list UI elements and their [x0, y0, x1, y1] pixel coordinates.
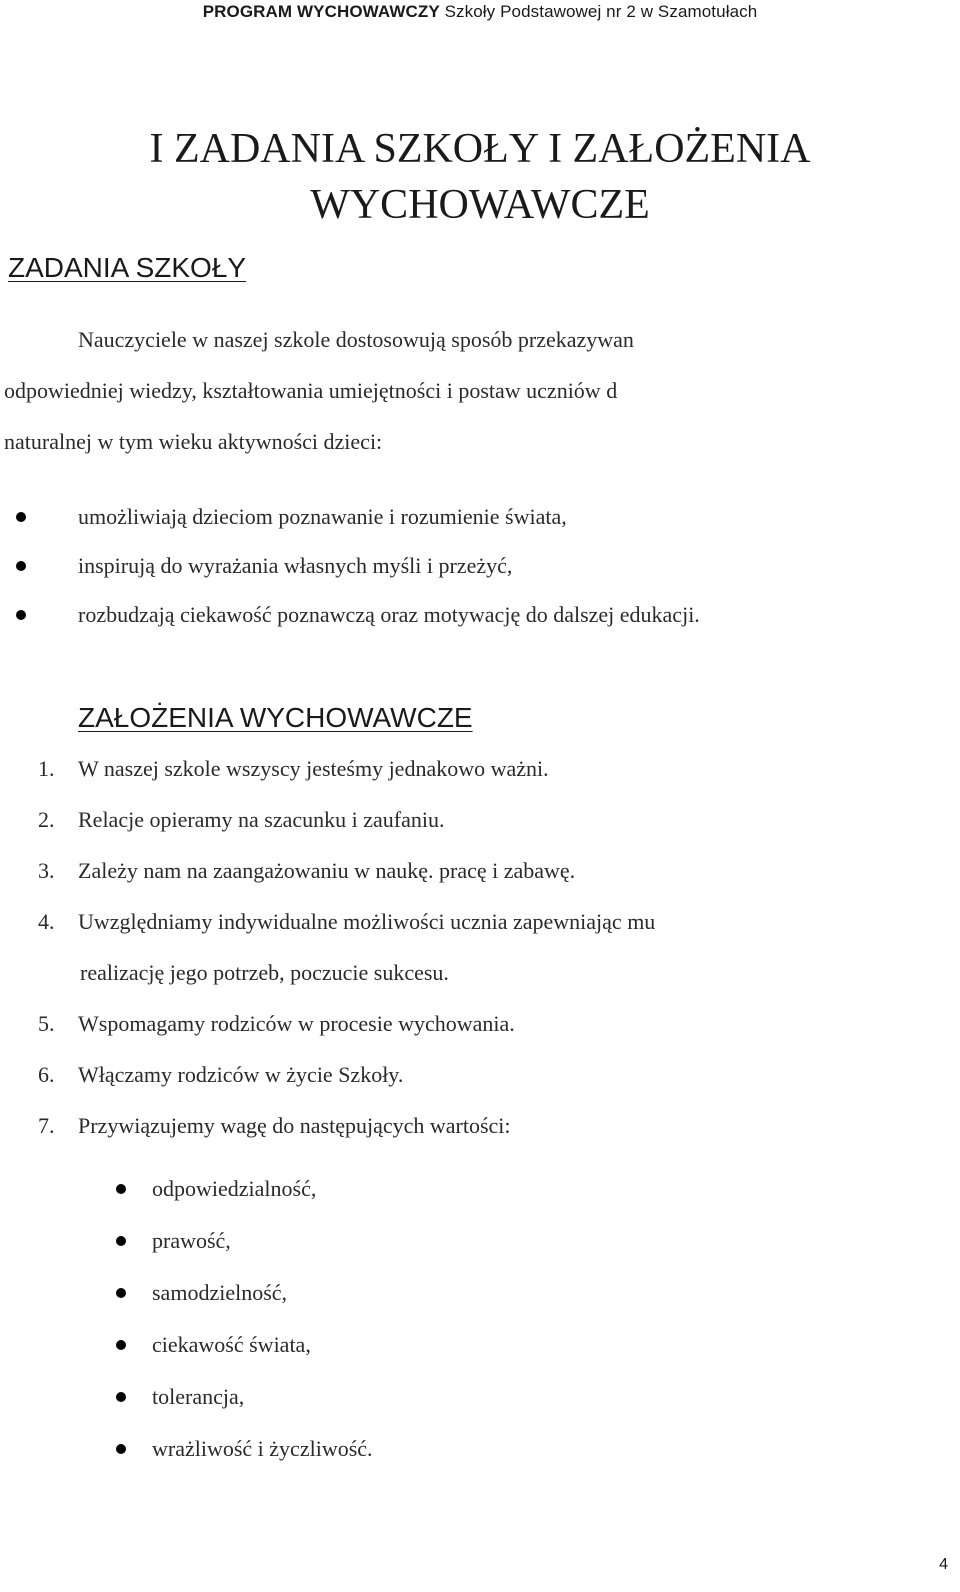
item-number: 3.	[38, 858, 55, 883]
item-text: realizację jego potrzeb, poczucie sukcesu.	[80, 960, 449, 985]
list-item	[0, 909, 960, 935]
item-text: Wspomagamy rodziców w procesie wychowania.	[78, 1011, 515, 1036]
bullet-icon	[16, 610, 26, 620]
paragraph-line: Nauczyciele w naszej szkole dostosowują sposób przekazywan	[78, 327, 634, 352]
item-number: 4.	[38, 909, 55, 934]
page-number: 4	[939, 1556, 948, 1573]
header-program-label: PROGRAM WYCHOWAWCZY	[202, 2, 440, 21]
item-text: Przywiązujemy wagę do następujących wartości:	[78, 1113, 511, 1138]
item-number: 6.	[38, 1062, 55, 1087]
list-item: rozbudzają ciekawość poznawczą oraz motywację do dalszej edukacji.	[78, 602, 700, 627]
item-text: Uwzględniamy indywidualne możliwości ucznia zapewniając mu	[78, 909, 656, 934]
list-item: ciekawość świata,	[152, 1332, 311, 1357]
list-item: odpowiedzialność,	[152, 1176, 317, 1201]
list-item	[0, 1113, 960, 1139]
item-text: W naszej szkole wszyscy jesteśmy jednakowo ważni.	[78, 756, 549, 781]
list-item: prawość,	[152, 1228, 231, 1253]
list-item: samodzielność,	[152, 1280, 288, 1305]
list-item	[0, 1011, 960, 1037]
list-item: wrażliwość i życzliwość.	[152, 1436, 373, 1461]
bullet-icon	[16, 512, 26, 522]
item-text: Relacje opieramy na szacunku i zaufaniu.	[78, 807, 445, 832]
list-item	[0, 756, 960, 782]
section-heading-tasks: ZADANIA SZKOŁY	[8, 252, 247, 283]
item-text: Zależy nam na zaangażowaniu w naukę. pracę i zabawę.	[78, 858, 576, 883]
bullet-icon	[116, 1340, 126, 1350]
bullet-icon	[116, 1184, 126, 1194]
bullet-icon	[116, 1444, 126, 1454]
running-header	[0, 2, 960, 22]
item-number: 2.	[38, 807, 55, 832]
list-item: umożliwiają dzieciom poznawanie i rozumienie świata,	[78, 504, 567, 529]
list-item	[0, 1062, 960, 1088]
item-number: 7.	[38, 1113, 55, 1138]
paragraph-line: naturalnej w tym wieku aktywności dzieci:	[4, 429, 383, 454]
paragraph-line: odpowiedniej wiedzy, kształtowania umiejętności i postaw uczniów d	[4, 378, 618, 403]
bullet-icon	[16, 561, 26, 571]
bullet-icon	[116, 1236, 126, 1246]
section-heading-assumptions: ZAŁOŻENIA WYCHOWAWCZE	[78, 702, 473, 733]
chapter-title-line2: WYCHOWAWCZE	[310, 182, 650, 228]
bullet-icon	[116, 1392, 126, 1402]
header-school-name: Szkoły Podstawowej nr 2 w Szamotułach	[439, 2, 758, 21]
list-item: inspirują do wyrażania własnych myśli i przeżyć,	[78, 553, 513, 578]
list-item	[0, 807, 960, 833]
list-item	[0, 858, 960, 884]
item-number: 5.	[38, 1011, 55, 1036]
bullet-icon	[116, 1288, 126, 1298]
list-item: tolerancja,	[152, 1384, 245, 1409]
item-text: Włączamy rodziców w życie Szkoły.	[78, 1062, 404, 1087]
list-item-continuation	[0, 960, 960, 986]
item-number: 1.	[38, 756, 55, 781]
chapter-title-line1: I ZADANIA SZKOŁY I ZAŁOŻENIA	[149, 126, 811, 172]
